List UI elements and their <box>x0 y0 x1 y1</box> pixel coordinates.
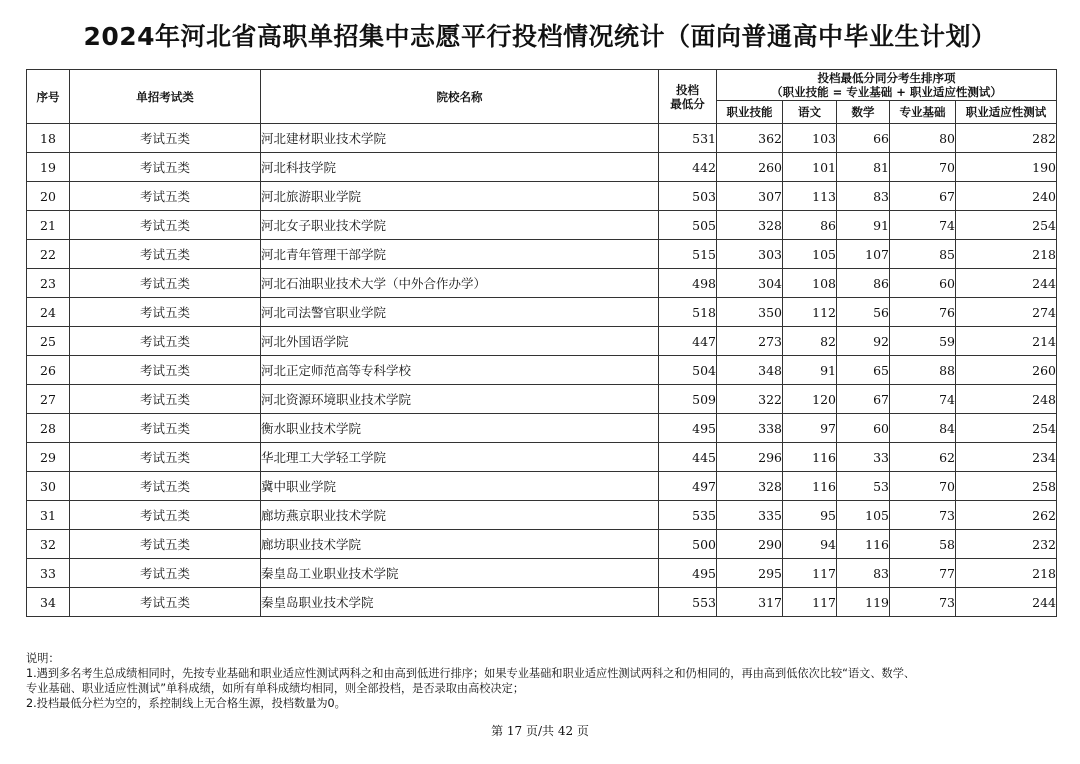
cell-chinese: 113 <box>783 182 837 211</box>
cell-chinese: 117 <box>783 588 837 617</box>
table-body <box>27 124 1057 617</box>
table-row <box>27 211 1057 240</box>
cell-aptitude: 254 <box>956 211 1057 240</box>
cell-skill: 328 <box>717 472 783 501</box>
cell-basic: 73 <box>890 501 956 530</box>
cell-category: 考试五类 <box>70 472 261 501</box>
cell-min-score: 505 <box>659 211 717 240</box>
table-row <box>27 298 1057 327</box>
cell-skill: 260 <box>717 153 783 182</box>
cell-math: 56 <box>837 298 890 327</box>
cell-seq: 31 <box>27 501 70 530</box>
cell-school: 河北建材职业技术学院 <box>261 124 659 153</box>
cell-math: 105 <box>837 501 890 530</box>
cell-seq: 32 <box>27 530 70 559</box>
cell-category: 考试五类 <box>70 240 261 269</box>
table-row <box>27 443 1057 472</box>
cell-school: 华北理工大学轻工学院 <box>261 443 659 472</box>
cell-min-score: 518 <box>659 298 717 327</box>
cell-category: 考试五类 <box>70 414 261 443</box>
page-number: 第 17 页/共 42 页 <box>491 724 589 738</box>
cell-math: 83 <box>837 559 890 588</box>
table-row <box>27 588 1057 617</box>
header-aptitude: 职业适应性测试 <box>956 101 1057 124</box>
cell-skill: 328 <box>717 211 783 240</box>
header-min-score <box>659 70 717 124</box>
notes <box>26 651 1056 711</box>
cell-min-score: 445 <box>659 443 717 472</box>
cell-aptitude: 258 <box>956 472 1057 501</box>
cell-aptitude: 234 <box>956 443 1057 472</box>
cell-skill: 307 <box>717 182 783 211</box>
cell-seq: 26 <box>27 356 70 385</box>
header-min-score-line2: 最低分 <box>670 96 705 111</box>
cell-basic: 74 <box>890 211 956 240</box>
cell-seq: 22 <box>27 240 70 269</box>
cell-school: 河北正定师范高等专科学校 <box>261 356 659 385</box>
page-title: 2024年河北省高职单招集中志愿平行投档情况统计（面向普通高中毕业生计划） <box>83 22 997 51</box>
cell-math: 86 <box>837 269 890 298</box>
cell-math: 81 <box>837 153 890 182</box>
cell-min-score: 495 <box>659 414 717 443</box>
cell-aptitude: 244 <box>956 269 1057 298</box>
cell-basic: 58 <box>890 530 956 559</box>
cell-school: 河北科技学院 <box>261 153 659 182</box>
cell-basic: 80 <box>890 124 956 153</box>
cell-school: 河北外国语学院 <box>261 327 659 356</box>
cell-seq: 30 <box>27 472 70 501</box>
cell-category: 考试五类 <box>70 356 261 385</box>
cell-min-score: 504 <box>659 356 717 385</box>
cell-min-score: 535 <box>659 501 717 530</box>
cell-math: 33 <box>837 443 890 472</box>
table-row <box>27 530 1057 559</box>
cell-aptitude: 262 <box>956 501 1057 530</box>
notes-line-3: 2.投档最低分栏为空的，系控制线上无合格生源，投档数量为0。 <box>26 697 346 710</box>
cell-min-score: 500 <box>659 530 717 559</box>
table-row <box>27 385 1057 414</box>
cell-aptitude: 232 <box>956 530 1057 559</box>
cell-category: 考试五类 <box>70 298 261 327</box>
table-row <box>27 269 1057 298</box>
admission-table <box>26 69 1057 617</box>
table-row <box>27 356 1057 385</box>
cell-chinese: 117 <box>783 559 837 588</box>
cell-category: 考试五类 <box>70 182 261 211</box>
header-rank-group-line2: （职业技能 = 专业基础 + 职业适应性测试） <box>771 85 1002 99</box>
header-rank-group-line1: 投档最低分同分考生排序项 <box>817 71 956 85</box>
header-basic: 专业基础 <box>890 101 956 124</box>
cell-min-score: 495 <box>659 559 717 588</box>
cell-school: 衡水职业技术学院 <box>261 414 659 443</box>
cell-school: 秦皇岛职业技术学院 <box>261 588 659 617</box>
table-row <box>27 182 1057 211</box>
cell-category: 考试五类 <box>70 211 261 240</box>
cell-skill: 296 <box>717 443 783 472</box>
header-category: 单招考试类 <box>70 70 261 124</box>
cell-basic: 88 <box>890 356 956 385</box>
cell-math: 65 <box>837 356 890 385</box>
cell-math: 91 <box>837 211 890 240</box>
cell-basic: 59 <box>890 327 956 356</box>
cell-chinese: 86 <box>783 211 837 240</box>
cell-category: 考试五类 <box>70 588 261 617</box>
cell-skill: 338 <box>717 414 783 443</box>
cell-school: 河北女子职业技术学院 <box>261 211 659 240</box>
cell-skill: 295 <box>717 559 783 588</box>
cell-math: 60 <box>837 414 890 443</box>
cell-min-score: 509 <box>659 385 717 414</box>
cell-chinese: 108 <box>783 269 837 298</box>
cell-skill: 317 <box>717 588 783 617</box>
cell-basic: 62 <box>890 443 956 472</box>
cell-chinese: 112 <box>783 298 837 327</box>
cell-category: 考试五类 <box>70 385 261 414</box>
cell-category: 考试五类 <box>70 327 261 356</box>
notes-line-1: 1.遇到多名考生总成绩相同时，先按专业基础和职业适应性测试两科之和由高到低进行排序；如果专业基础和职业适应性测试两科之和仍相同的，再由高到低依次比较“语文、数学、 <box>26 667 916 680</box>
cell-chinese: 95 <box>783 501 837 530</box>
cell-seq: 27 <box>27 385 70 414</box>
notes-heading: 说明： <box>26 652 60 665</box>
cell-basic: 73 <box>890 588 956 617</box>
cell-math: 66 <box>837 124 890 153</box>
cell-basic: 76 <box>890 298 956 327</box>
table-row <box>27 124 1057 153</box>
cell-category: 考试五类 <box>70 269 261 298</box>
cell-aptitude: 248 <box>956 385 1057 414</box>
cell-math: 92 <box>837 327 890 356</box>
cell-chinese: 97 <box>783 414 837 443</box>
cell-aptitude: 260 <box>956 356 1057 385</box>
cell-category: 考试五类 <box>70 530 261 559</box>
cell-school: 河北旅游职业学院 <box>261 182 659 211</box>
cell-basic: 67 <box>890 182 956 211</box>
cell-school: 廊坊燕京职业技术学院 <box>261 501 659 530</box>
table-row <box>27 327 1057 356</box>
cell-min-score: 503 <box>659 182 717 211</box>
cell-chinese: 94 <box>783 530 837 559</box>
cell-math: 119 <box>837 588 890 617</box>
cell-math: 83 <box>837 182 890 211</box>
cell-category: 考试五类 <box>70 443 261 472</box>
cell-min-score: 515 <box>659 240 717 269</box>
cell-skill: 273 <box>717 327 783 356</box>
cell-seq: 23 <box>27 269 70 298</box>
cell-aptitude: 244 <box>956 588 1057 617</box>
cell-math: 67 <box>837 385 890 414</box>
header-rank-group <box>717 70 1057 101</box>
cell-category: 考试五类 <box>70 153 261 182</box>
cell-chinese: 101 <box>783 153 837 182</box>
cell-school: 河北青年管理干部学院 <box>261 240 659 269</box>
cell-seq: 24 <box>27 298 70 327</box>
cell-min-score: 553 <box>659 588 717 617</box>
cell-min-score: 531 <box>659 124 717 153</box>
cell-seq: 25 <box>27 327 70 356</box>
cell-aptitude: 214 <box>956 327 1057 356</box>
cell-school: 秦皇岛工业职业技术学院 <box>261 559 659 588</box>
cell-school: 河北石油职业技术大学（中外合作办学） <box>261 269 659 298</box>
cell-skill: 290 <box>717 530 783 559</box>
cell-school: 河北资源环境职业技术学院 <box>261 385 659 414</box>
cell-chinese: 91 <box>783 356 837 385</box>
cell-skill: 303 <box>717 240 783 269</box>
header-seq: 序号 <box>27 70 70 124</box>
cell-skill: 348 <box>717 356 783 385</box>
table-row <box>27 240 1057 269</box>
cell-basic: 77 <box>890 559 956 588</box>
table-row <box>27 559 1057 588</box>
table-row <box>27 153 1057 182</box>
cell-basic: 70 <box>890 153 956 182</box>
cell-school: 冀中职业学院 <box>261 472 659 501</box>
cell-seq: 18 <box>27 124 70 153</box>
cell-category: 考试五类 <box>70 559 261 588</box>
cell-math: 116 <box>837 530 890 559</box>
cell-aptitude: 240 <box>956 182 1057 211</box>
cell-math: 53 <box>837 472 890 501</box>
cell-basic: 60 <box>890 269 956 298</box>
cell-aptitude: 218 <box>956 559 1057 588</box>
cell-seq: 21 <box>27 211 70 240</box>
cell-min-score: 442 <box>659 153 717 182</box>
cell-seq: 20 <box>27 182 70 211</box>
cell-category: 考试五类 <box>70 124 261 153</box>
cell-min-score: 497 <box>659 472 717 501</box>
header-chinese: 语文 <box>783 101 837 124</box>
header-math: 数学 <box>837 101 890 124</box>
cell-chinese: 116 <box>783 443 837 472</box>
cell-seq: 33 <box>27 559 70 588</box>
cell-chinese: 82 <box>783 327 837 356</box>
cell-chinese: 105 <box>783 240 837 269</box>
cell-skill: 335 <box>717 501 783 530</box>
cell-chinese: 116 <box>783 472 837 501</box>
cell-aptitude: 254 <box>956 414 1057 443</box>
cell-basic: 74 <box>890 385 956 414</box>
cell-skill: 350 <box>717 298 783 327</box>
cell-seq: 19 <box>27 153 70 182</box>
cell-aptitude: 218 <box>956 240 1057 269</box>
cell-school: 河北司法警官职业学院 <box>261 298 659 327</box>
cell-math: 107 <box>837 240 890 269</box>
cell-seq: 28 <box>27 414 70 443</box>
cell-skill: 322 <box>717 385 783 414</box>
header-min-score-line1: 投档 <box>676 82 699 97</box>
header-skill: 职业技能 <box>717 101 783 124</box>
header-school: 院校名称 <box>261 70 659 124</box>
cell-aptitude: 274 <box>956 298 1057 327</box>
table-row <box>27 472 1057 501</box>
cell-basic: 70 <box>890 472 956 501</box>
table-row <box>27 414 1057 443</box>
cell-chinese: 120 <box>783 385 837 414</box>
notes-line-2: 专业基础、职业适应性测试”单科成绩，如所有单科成绩均相同，则全部投档，是否录取由高校决定； <box>26 682 525 695</box>
cell-seq: 34 <box>27 588 70 617</box>
cell-aptitude: 190 <box>956 153 1057 182</box>
cell-min-score: 447 <box>659 327 717 356</box>
cell-skill: 304 <box>717 269 783 298</box>
cell-skill: 362 <box>717 124 783 153</box>
cell-basic: 85 <box>890 240 956 269</box>
cell-aptitude: 282 <box>956 124 1057 153</box>
cell-min-score: 498 <box>659 269 717 298</box>
cell-category: 考试五类 <box>70 501 261 530</box>
cell-chinese: 103 <box>783 124 837 153</box>
cell-seq: 29 <box>27 443 70 472</box>
cell-basic: 84 <box>890 414 956 443</box>
table-row <box>27 501 1057 530</box>
cell-school: 廊坊职业技术学院 <box>261 530 659 559</box>
